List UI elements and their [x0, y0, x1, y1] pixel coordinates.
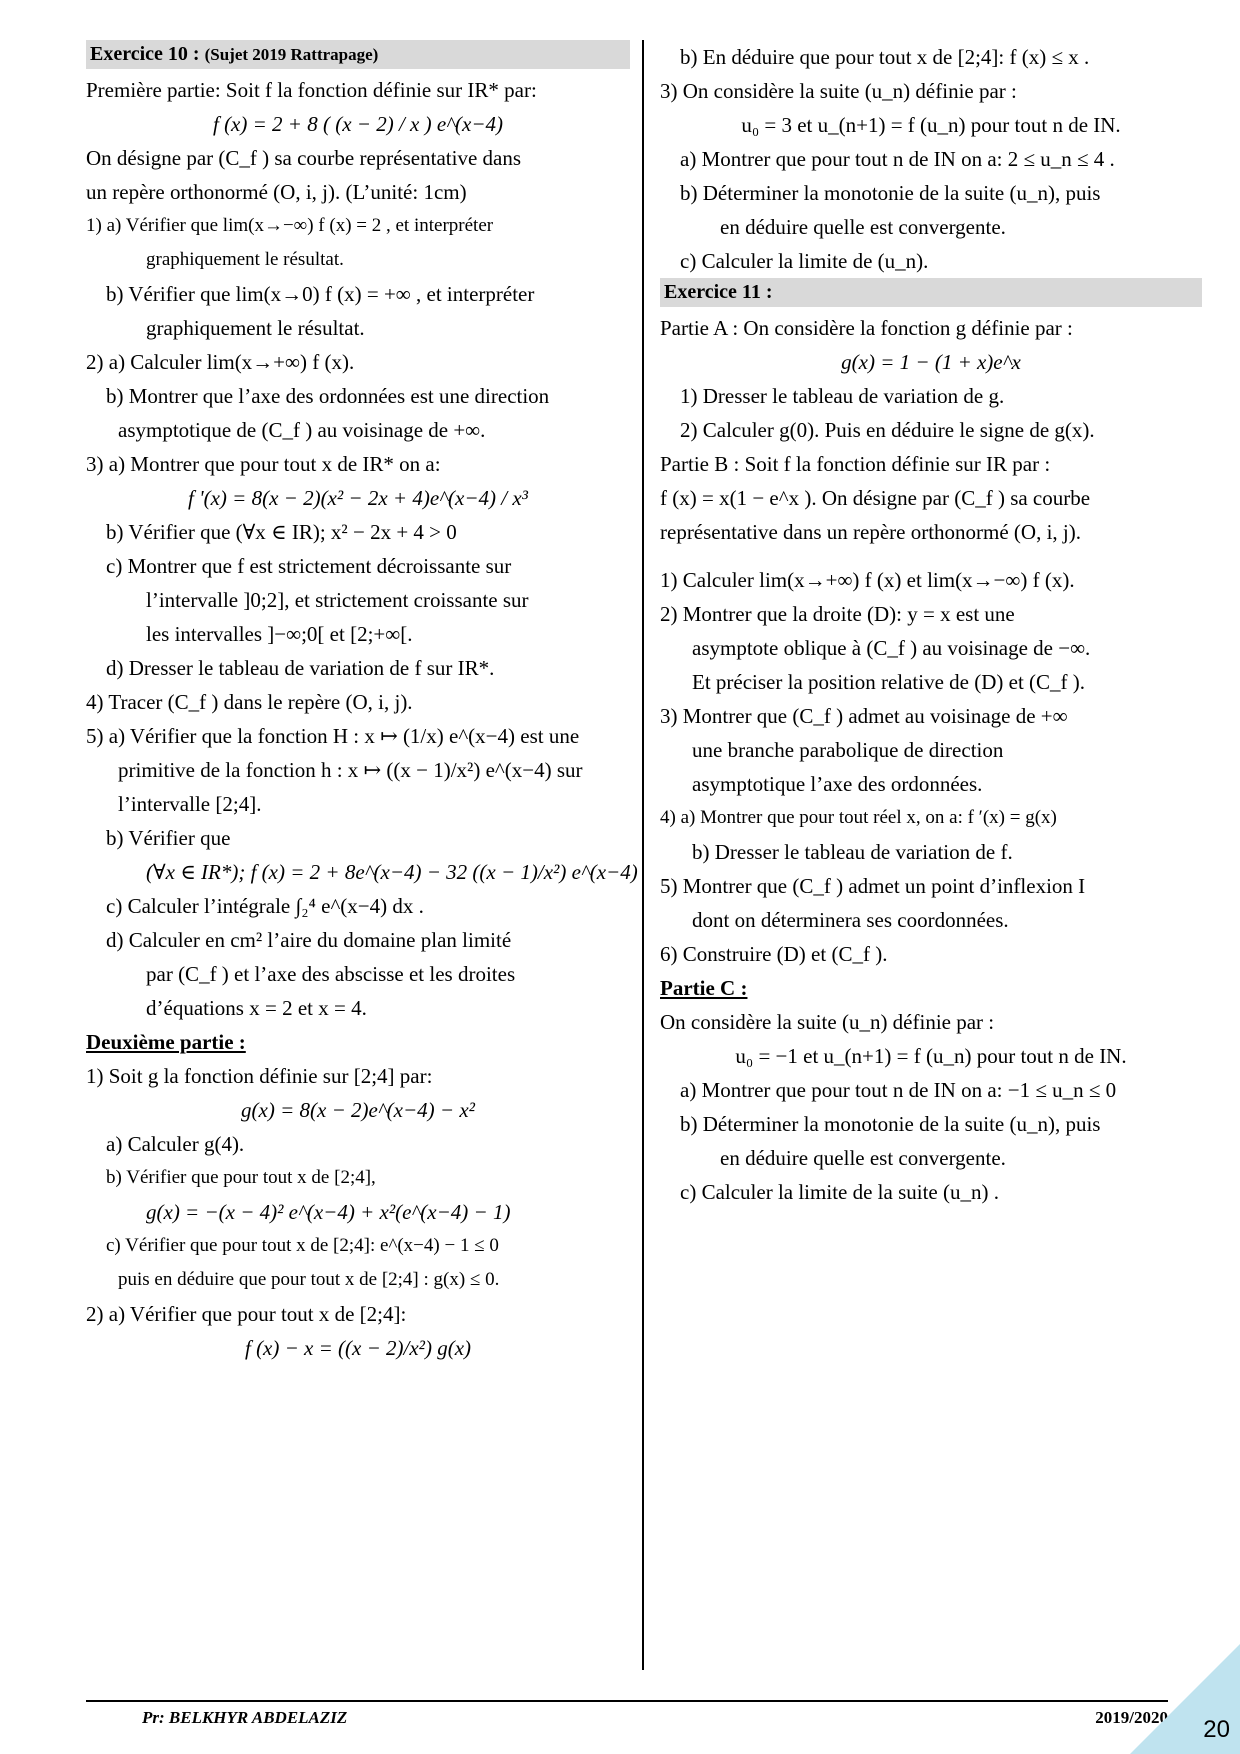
text-line: c) Vérifier que pour tout x de [2;4]: e^(x−4) − 1 ≤ 0	[106, 1235, 499, 1256]
text-line: Partie B : Soit f la fonction définie sur IR par :	[660, 452, 1051, 476]
text-line: 1) a) Vérifier que lim(x→−∞) f (x) = 2 , et interpréter	[86, 215, 494, 236]
text-line: b) Déterminer la monotonie de la suite (u_n), puis	[680, 1112, 1101, 1136]
text-line: u₀ = −1 et u_(n+1) = f (u_n) pour tout n de IN.	[735, 1044, 1127, 1068]
exercise-10-title: Exercice 10 :	[90, 43, 200, 65]
text-line: asymptote oblique à (C_f ) au voisinage de −∞.	[692, 636, 1091, 660]
text-line: Première partie: Soit f la fonction définie sur IR* par:	[86, 78, 537, 102]
text-line: 3) Montrer que (C_f ) admet au voisinage de +∞	[660, 704, 1068, 728]
text-line: dont on déterminera ses coordonnées.	[692, 908, 1009, 932]
text-line: g(x) = −(x − 4)² e^(x−4) + x²(e^(x−4) − 1)	[146, 1200, 511, 1224]
text-line: b) Vérifier que (∀x ∈ IR); x² − 2x + 4 > 0	[106, 520, 457, 544]
text-line: f (x) − x = ((x − 2)/x²) g(x)	[244, 1336, 472, 1360]
text-line: 2) a) Calculer lim(x→+∞) f (x).	[86, 350, 355, 374]
text-line: Partie C :	[660, 976, 748, 1000]
text-line: en déduire quelle est convergente.	[720, 215, 1006, 239]
text-line: représentative dans un repère orthonormé (O, i, j).	[660, 520, 1082, 544]
text-line: 1) Dresser le tableau de variation de g.	[680, 384, 1005, 408]
text-line: 4) Tracer (C_f ) dans le repère (O, i, j).	[86, 690, 413, 714]
page-number: 20	[1203, 1716, 1230, 1743]
text-line: c) Calculer la limite de la suite (u_n) .	[680, 1180, 999, 1204]
text-line: Et préciser la position relative de (D) et (C_f ).	[692, 670, 1086, 694]
footer-year: 2019/2020	[1095, 1708, 1168, 1727]
text-line: b) Déterminer la monotonie de la suite (u_n), puis	[680, 181, 1101, 205]
text-line: a) Calculer g(4).	[106, 1132, 245, 1156]
exercise-10-header	[86, 40, 630, 69]
text-line: 5) Montrer que (C_f ) admet un point d’inflexion I	[660, 874, 1086, 898]
text-line: a) Montrer que pour tout n de IN on a: 2 ≤ u_n ≤ 4 .	[680, 147, 1115, 171]
exercise-11-title: Exercice 11 :	[664, 281, 773, 303]
text-line: f (x) = 2 + 8 ( (x − 2) / x ) e^(x−4)	[212, 112, 503, 136]
text-line: u₀ = 3 et u_(n+1) = f (u_n) pour tout n de IN.	[741, 113, 1121, 137]
text-line: d) Dresser le tableau de variation de f sur IR*.	[106, 656, 495, 680]
text-line: graphiquement le résultat.	[146, 316, 365, 340]
text-line: primitive de la fonction h : x ↦ ((x − 1)/x²) e^(x−4) sur	[118, 758, 583, 782]
right-column	[660, 40, 1202, 1209]
text-line: 1) Calculer lim(x→+∞) f (x) et lim(x→−∞) f (x).	[660, 568, 1075, 592]
text-line: b) Vérifier que	[106, 826, 231, 850]
text-line: 2) a) Vérifier que pour tout x de [2;4]:	[86, 1302, 407, 1326]
text-line: 3) On considère la suite (u_n) définie par :	[660, 79, 1017, 103]
text-line: Deuxième partie :	[86, 1030, 246, 1054]
text-line: les intervalles ]−∞;0[ et [2;+∞[.	[146, 622, 413, 646]
text-line: f (x) = x(1 − e^x ). On désigne par (C_f ) sa courbe	[660, 486, 1091, 510]
text-line: 4) a) Montrer que pour tout réel x, on a: f ′(x) = g(x)	[660, 807, 1057, 828]
left-column	[86, 40, 638, 1365]
text-line: b) Vérifier que lim(x→0) f (x) = +∞ , et interpréter	[106, 282, 535, 306]
text-line: 6) Construire (D) et (C_f ).	[660, 942, 888, 966]
text-line: c) Montrer que f est strictement décroissante sur	[106, 554, 512, 578]
text-line: asymptotique de (C_f ) au voisinage de +∞.	[118, 418, 486, 442]
text-line: asymptotique l’axe des ordonnées.	[692, 772, 983, 796]
exercise-10-body	[86, 73, 638, 1365]
page-footer	[86, 1700, 1168, 1727]
text-line: g(x) = 8(x − 2)e^(x−4) − x²	[241, 1098, 475, 1122]
column-divider	[642, 40, 644, 1670]
text-line: graphiquement le résultat.	[146, 249, 344, 270]
text-line: un repère orthonormé (O, i, j). (L’unité: 1cm)	[86, 180, 467, 204]
text-line: a) Montrer que pour tout n de IN on a: −1 ≤ u_n ≤ 0	[680, 1078, 1117, 1102]
text-line: par (C_f ) et l’axe des abscisse et les droites	[146, 962, 516, 986]
text-line: 3) a) Montrer que pour tout x de IR* on a:	[86, 452, 441, 476]
text-line: On considère la suite (u_n) définie par :	[660, 1010, 995, 1034]
text-line: b) Montrer que l’axe des ordonnées est une direction	[106, 384, 550, 408]
exercise-10-subtitle: (Sujet 2019 Rattrapage)	[204, 45, 379, 64]
text-line: 2) Calculer g(0). Puis en déduire le signe de g(x).	[680, 418, 1095, 442]
text-line: 2) Montrer que la droite (D): y = x est une	[660, 602, 1015, 626]
text-line: 1) Soit g la fonction définie sur [2;4] par:	[86, 1064, 433, 1088]
text-line: Partie A : On considère la fonction g définie par :	[660, 316, 1073, 340]
footer-author: Pr: BELKHYR ABDELAZIZ	[142, 1708, 348, 1727]
text-line: g(x) = 1 − (1 + x)e^x	[841, 350, 1021, 374]
exercise-10-continuation	[660, 40, 1202, 278]
exercise-11-header	[660, 278, 1202, 307]
text-line: d’équations x = 2 et x = 4.	[146, 996, 367, 1020]
text-line: On désigne par (C_f ) sa courbe représentative dans	[86, 146, 522, 170]
text-line: f '(x) = 8(x − 2)(x² − 2x + 4)e^(x−4) / x³	[188, 486, 528, 510]
text-line	[660, 549, 1202, 563]
text-line: c) Calculer la limite de (u_n).	[680, 249, 929, 273]
text-line: l’intervalle [2;4].	[118, 792, 262, 816]
text-line: (∀x ∈ IR*); f (x) = 2 + 8e^(x−4) − 32 ((x − 1)/x²) e^(x−4)	[146, 860, 638, 884]
text-line: b) Dresser le tableau de variation de f.	[692, 840, 1013, 864]
exercise-11-body	[660, 311, 1202, 1209]
text-line: en déduire quelle est convergente.	[720, 1146, 1006, 1170]
text-line: une branche parabolique de direction	[692, 738, 1004, 762]
text-line: c) Calculer l’intégrale ∫₂⁴ e^(x−4) dx .	[106, 894, 424, 918]
text-line: b) En déduire que pour tout x de [2;4]: f (x) ≤ x .	[680, 45, 1090, 69]
text-line: d) Calculer en cm² l’aire du domaine plan limité	[106, 928, 512, 952]
text-line: b) Vérifier que pour tout x de [2;4],	[106, 1167, 376, 1188]
text-line: l’intervalle ]0;2], et strictement croissante sur	[146, 588, 529, 612]
text-line: puis en déduire que pour tout x de [2;4] : g(x) ≤ 0.	[118, 1269, 500, 1290]
text-line: 5) a) Vérifier que la fonction H : x ↦ (1/x) e^(x−4) est une	[86, 724, 580, 748]
